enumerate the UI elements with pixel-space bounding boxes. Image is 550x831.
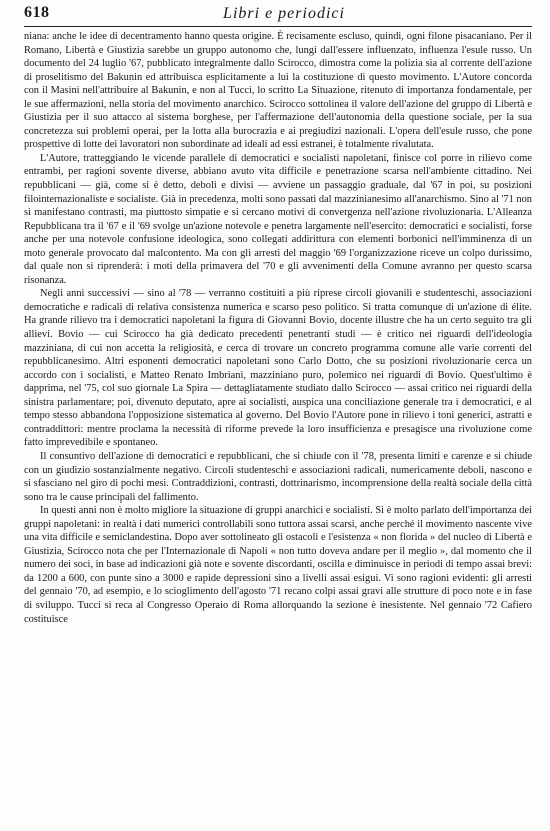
page-header xyxy=(24,4,544,26)
body-text xyxy=(24,30,532,626)
paragraph-3: Negli anni successivi — sino al '78 — verranno costituiti a più riprese circoli giovanili e studenteschi, associazioni democratiche e radicali di relativa consistenza numerica e scarso peso politico. Si tratta comunque di un'azione di élite. Ha grande rilievo tra i democratici napoletani la figura di Giovanni Bovio, docente illustre che ha un certo seguito tra gli allievi. Bovio — cui Scirocco ha già dedicato precedenti penetranti studi — è critico nei riguardi dell'ideologia mazziniana, di cui non accetta la religiosità, e cerca di trovare un concreto programma comune alle varie correnti del repubblicanesimo. Altri esponenti democratici napoletani sono Carlo Dotto, che su posizioni rivoluzionarie cerca un accordo con i socialisti, e Matteo Renato Imbriani, mazziniano puro, polemico nei riguardi di Bovio. Quest'ultimo è dapprima, nel '75, col suo giornale La Spira — dettagliatamente studiato dallo Scirocco — assai critico nei riguardi della sinistra parlamentare; poi, divenuto deputato, apre ai socialisti, auspica una conciliazione generale tra i democratici, e al tempo stesso abbandona l'opposizione sistematica al governo. Del Bovio l'Autore pone in rilievo i toni generici, astratti e contraddittori: mentre proclama la necessità di riforme prevede la loro insufficienza e presagisce una rivoluzione come fatto imprevedibile e spontaneo. xyxy=(24,288,532,449)
paragraph-2: L'Autore, tratteggiando le vicende parallele di democratici e socialisti napoletani, finisce col porre in rilievo come entrambi, per ragioni sovente diverse, abbiano avuto vita difficile e penetrazione scarsa nell'ambiente cittadino. Nei repubblicani — già, come si è detto, deboli e divisi — avviene un passaggio graduale, dal '67 in poi, su posizioni filointernazionaliste e socialiste. Già in precedenza, molti sono passati dal mazzinianesimo all'anarchismo. Sino al '71 non si manifestano contrasti, ma piuttosto simpatie e si cercano motivi di convergenza nell'azione rivoluzionaria. L'Alleanza Repubblicana tra il '67 e il '69 svolge un'azione notevole e penetra largamente nell'esercito: democratici e socialisti, forse anche per una notevole confusione ideologica, sono collegati addirittura con elementi borbonici nell'imminenza di un moto generale provocato dal malcontento. Ma con gli arresti del maggio '69 l'organizzazione riceve un colpo durissimo, dal quale non si riprenderà: i moti della primavera del '70 e gli avvenimenti della Comune avranno per questo scarsa risonanza. xyxy=(24,152,532,286)
header-rule xyxy=(24,26,532,27)
paragraph-1: niana: anche le idee di decentramento hanno questa origine. È recisamente escluso, quindi, ogni filone pisacaniano. Per il Romano, Libertà e Giustizia sarebbe un gruppo autonomo che, lungi dall'essere influenzato, influenza l'esule russo. Un documento del 24 luglio '67, pubblicato integralmente dallo Scirocco, dimostra come la polizia sia al corrente dell'azione di proselitismo del Bakunin ed attribuisca esplicitamente a lui la costituzione di questo movimento. L'Autore concorda con il Masini nell'attribuire al Bakunin, e non al Tucci, lo scritto La Situazione, ritenuto di importanza fondamentale, per le sue affermazioni, nella storia del movimento anarchico. Scirocco sottolinea il valore dell'azione del gruppo di Libertà e Giustizia per il suo attacco al sistema borghese, per l'affermazione dell'autonomia della questione sociale, per la sua concretezza sui problemi operai, per la lotta alla burocrazia e ai pregiudizi nazionali. L'opera dell'esule russo, che pone prospettive di lotte dei lavoratori non subordinate ad ideali ad essi estranei, è totalmente rivalutata. xyxy=(24,31,532,151)
page-number: 618 xyxy=(24,4,50,21)
paragraph-5: In questi anni non è molto migliore la situazione di gruppi anarchici e socialisti. Si è molto parlato dell'importanza dei gruppi napoletani: in realtà i dati numerici controllabili sono tuttora assai scarsi, anche perché il movimento nascente vive una vita difficile e semiclandestina. Dopo aver sottolineato gli ostacoli e l'esistenza « non florida » del nucleo di Libertà e Giustizia, Scirocco nota che per l'Internazionale di Napoli « non tutto doveva andare per il meglio », dal momento che il numero dei soci, in base ad indicazioni già note e sovente discordanti, oscilla e diminuisce in periodi di tempo assai brevi: da 1200 a 600, con punte sino a 3000 e rapide depressioni sino a livelli assai esigui. Vi sono ragioni evidenti: gli arresti del gennaio '70, ad esempio, e lo scioglimento dell'agosto '71 recano colpi assai gravi alle strutture di poco note e in fase di sviluppo. Tucci si reca al Congresso Operaio di Roma allorquando la sezione è inesistente. Nel gennaio '72 Cafiero costituisce xyxy=(24,505,532,625)
paragraph-4: Il consuntivo dell'azione di democratici e repubblicani, che si chiude con il '78, presenta limiti e carenze e si chiude con un giudizio sostanzialmente negativo. Circoli studenteschi e associazioni radicali, numericamente deboli, nascono e si sfasciano nel giro di pochi mesi. Contraddizioni, contrasti, dottrinarismo, incomprensione della realtà sociale della città sono tra le cause principali del fallimento. xyxy=(24,450,532,503)
running-head: Libri e periodici xyxy=(223,5,345,22)
